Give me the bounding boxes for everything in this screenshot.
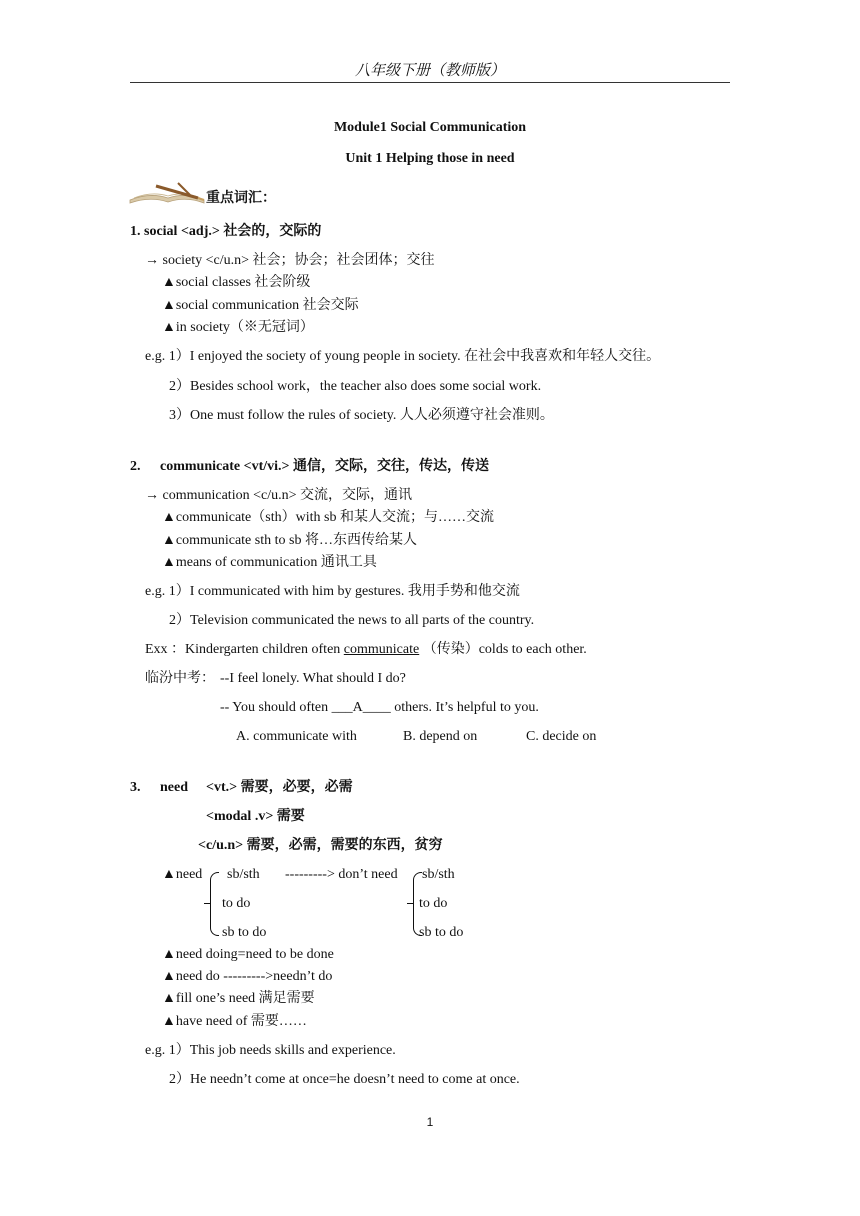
item2-number: 2. — [130, 459, 141, 474]
unit-title: Unit 1 Helping those in need — [345, 151, 515, 166]
item1-derive: → society <c/u.n> 社会；协会；社会团体；交往 — [145, 253, 435, 268]
left-option-2: to do — [222, 896, 251, 911]
left-brace — [210, 872, 219, 936]
exercise-suffix: （传染）colds to each other. — [419, 642, 587, 657]
item3-bullet-3: ▲need do --------->needn’t do — [162, 969, 333, 984]
page-number: 1 — [426, 1115, 434, 1129]
item3-sense-noun: <c/u.n> 需要，必需，需要的东西，贫穷 — [198, 838, 443, 853]
item1-example-2: 2）Besides school work，the teacher also does some social work. — [169, 379, 542, 394]
item2-derive: → communication <c/u.n> 交流，交际，通讯 — [145, 488, 412, 503]
right-option-1: sb/sth — [422, 867, 455, 882]
exam-question-1: --I feel lonely. What should I do? — [220, 671, 406, 686]
item2-bullet-2: ▲communicate sth to sb 将…东西传给某人 — [162, 533, 417, 548]
item1-bullet-1: ▲social classes 社会阶级 — [162, 275, 311, 290]
item3-example-1: e.g. 1）This job needs skills and experience. — [145, 1043, 396, 1058]
item2-head: communicate <vt/vi.> 通信，交际，交往，传达，传送 — [160, 459, 489, 474]
right-option-3: sb to do — [419, 925, 464, 940]
item3-example-2: 2）He needn’t come at once=he doesn’t need to come at once. — [169, 1072, 520, 1087]
item1-bullet-2: ▲social communication 社会交际 — [162, 298, 359, 313]
need-label: ▲need — [162, 867, 203, 882]
header-rule — [130, 82, 730, 83]
item2-exercise — [145, 641, 587, 659]
item3-number: 3. — [130, 780, 141, 795]
exercise-answer-word: communicate — [343, 642, 420, 657]
item2-example-1: e.g. 1）I communicated with him by gestures. 我用手势和他交流 — [145, 584, 520, 599]
item2-bullet-3: ▲means of communication 通讯工具 — [162, 555, 377, 570]
left-brace-tip — [204, 903, 210, 904]
exam-option-c: C. decide on — [526, 729, 597, 744]
arrow-to-dont-need: ---------> don’t need — [285, 867, 398, 882]
module-title: Module1 Social Communication — [333, 120, 527, 135]
item1-example-3: 3）One must follow the rules of society. 人人必须遵守社会准则。 — [169, 408, 554, 423]
item3-bullet-2: ▲need doing=need to be done — [162, 947, 334, 962]
book-pen-icon — [128, 180, 206, 206]
right-brace-tip — [407, 903, 413, 904]
item3-bullet-5: ▲have need of 需要…… — [162, 1014, 307, 1029]
item2-example-2: 2）Television communicated the news to all parts of the country. — [169, 613, 535, 628]
item3-word: need — [160, 780, 188, 795]
item3-bullet-4: ▲fill one’s need 满足需要 — [162, 991, 315, 1006]
exam-label: 临汾中考： — [145, 671, 215, 686]
left-option-3: sb to do — [222, 925, 267, 940]
running-header: 八年级下册（教师版） — [354, 63, 505, 79]
item2-bullet-1: ▲communicate（sth）with sb 和某人交流；与……交流 — [162, 510, 494, 525]
item3-sense-verb: <vt.> 需要，必要，必需 — [206, 780, 353, 795]
item1-bullet-3: ▲in society（※无冠词） — [162, 320, 314, 335]
exam-question-2: -- You should often ___A____ others. It’s helpful to you. — [220, 700, 539, 715]
exam-option-a: A. communicate with — [236, 729, 357, 744]
right-option-2: to do — [419, 896, 448, 911]
item3-sense-modal: <modal .v> 需要 — [206, 809, 305, 824]
vocab-heading: 重点词汇： — [206, 191, 276, 206]
item1-head: 1. social <adj.> 社会的，交际的 — [130, 224, 322, 239]
exercise-prefix: Exx ：Kindergarten children often — [145, 642, 344, 657]
left-option-1: sb/sth — [227, 867, 260, 882]
exam-option-b: B. depend on — [403, 729, 478, 744]
item1-example-1: e.g. 1）I enjoyed the society of young people in society. 在社会中我喜欢和年轻人交往。 — [145, 349, 661, 364]
